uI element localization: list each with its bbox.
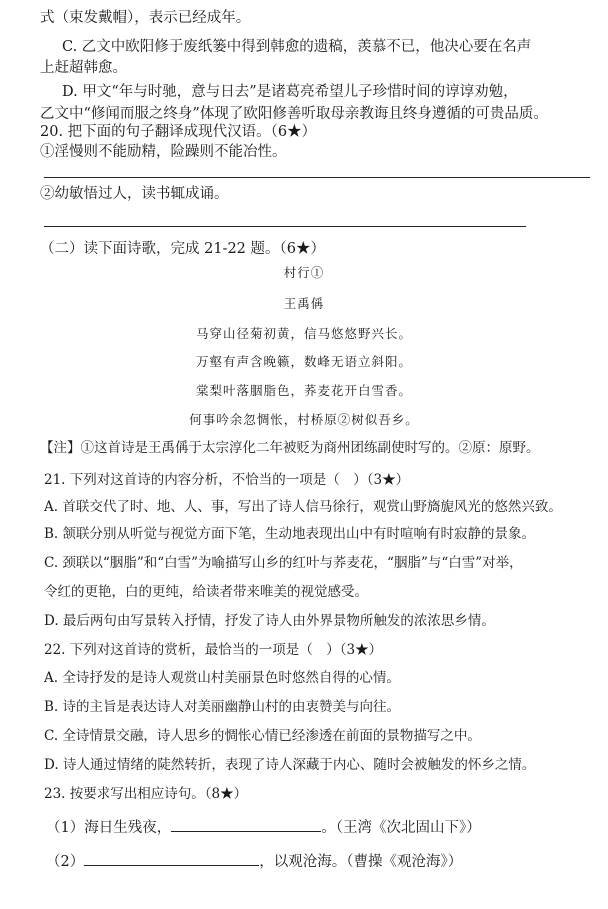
option-d-text: D. 甲文“年与时驰，意与日去”是诸葛亮希望儿子珍惜时间的谆谆劝勉， [62,84,518,100]
answer-line-2[interactable] [44,226,526,227]
q22-option-d[interactable]: D. 诗人通过情绪的陡然转折，表现了诗人深藏于内心、随时会被触发的怀乡之情。 [44,757,536,773]
q21-option-d[interactable]: D. 最后两句由写景转入抒情，抒发了诗人由外界景物所触发的浓浓思乡情。 [44,613,495,629]
section-heading: （二）读下面诗歌，完成 21-22 题。（6★） [40,241,325,257]
question-21-stem: 21. 下列对这首诗的内容分析，不恰当的一项是（ ）（3★） [44,472,410,488]
fill-item-2 [46,852,462,872]
fill-item-1-source: 。（王湾《次北固山下》） [321,820,481,836]
fill-blank-1[interactable] [171,831,321,832]
q22-option-a[interactable]: A. 全诗抒发的是诗人观赏山村美丽景色时悠然自得的心情。 [44,670,400,686]
text-line: 上赶超韩愈。 [40,60,127,76]
translation-sentence-2: ②幼敏悟过人，读书辄成诵。 [40,186,229,202]
q22-option-b[interactable]: B. 诗的主旨是表达诗人对美丽幽静山村的由衷赞美与向往。 [44,699,401,715]
poem-author: 王禹偁 [283,296,325,311]
fill-blank-2[interactable] [84,865,259,866]
translation-sentence-1: ①淫慢则不能励精，险躁则不能冶性。 [40,144,287,160]
text-line: 乙文中“修闻而服之终身”体现了欧阳修善听取母亲教诲且终身遵循的可贵品质。 [40,106,548,122]
text-line: 式（束发戴帽），表示已经成年。 [40,10,251,26]
question-20-stem: 20. 把下面的句子翻译成现代汉语。（6★） [40,124,317,140]
option-c-text: C. 乙文中欧阳修于废纸篓中得到韩愈的遗稿，羡慕不已，他决心要在名声 [62,39,532,55]
fill-item-1 [46,818,481,838]
fill-item-2-prefix: （2） [46,854,85,870]
poem-title: 村行① [283,265,325,280]
poem-line: 棠梨叶落胭脂色，荞麦花开白雪香。 [195,383,412,398]
q21-option-c[interactable]: C. 颈联以“胭脂”和“白雪”为喻描写山乡的红叶与荞麦花，“胭脂”与“白雪”对举， [44,555,523,571]
q21-option-a[interactable]: A. 首联交代了时、地、人、事，写出了诗人信马徐行，观赏山野旖旎风光的悠然兴致。 [44,499,562,515]
question-23-stem: 23. 按要求写出相应诗句。（8★） [44,786,248,802]
poem-line: 何事吟余忽惆怅，村桥原②树似吾乡。 [189,412,419,427]
question-22-stem: 22. 下列对这首诗的赏析，最恰当的一项是（ ）（3★） [44,642,383,658]
answer-line-1[interactable] [44,177,590,178]
poem-line: 万壑有声含晚籁，数峰无语立斜阳。 [195,354,412,369]
q21-option-c-cont: 令红的更艳，白的更纯，给读者带来唯美的视觉感受。 [44,584,368,600]
poem-line: 马穿山径菊初黄，信马悠悠野兴长。 [195,326,412,341]
fill-item-1-prefix: （1）海日生残夜， [46,820,172,836]
q21-option-b[interactable]: B. 颔联分别从听觉与视觉方面下笔，生动地表现出山中有时喧响有时寂静的景象。 [44,526,536,542]
poem-note: 【注】①这首诗是王禹偁于太宗淳化二年被贬为商州团练副使时写的。②原：原野。 [40,440,540,456]
fill-item-2-source: ，以观沧海。（曹操《观沧海》） [259,854,463,870]
q22-option-c[interactable]: C. 全诗情景交融，诗人思乡的惆怅心情已经渗透在前面的景物描写之中。 [44,728,481,744]
